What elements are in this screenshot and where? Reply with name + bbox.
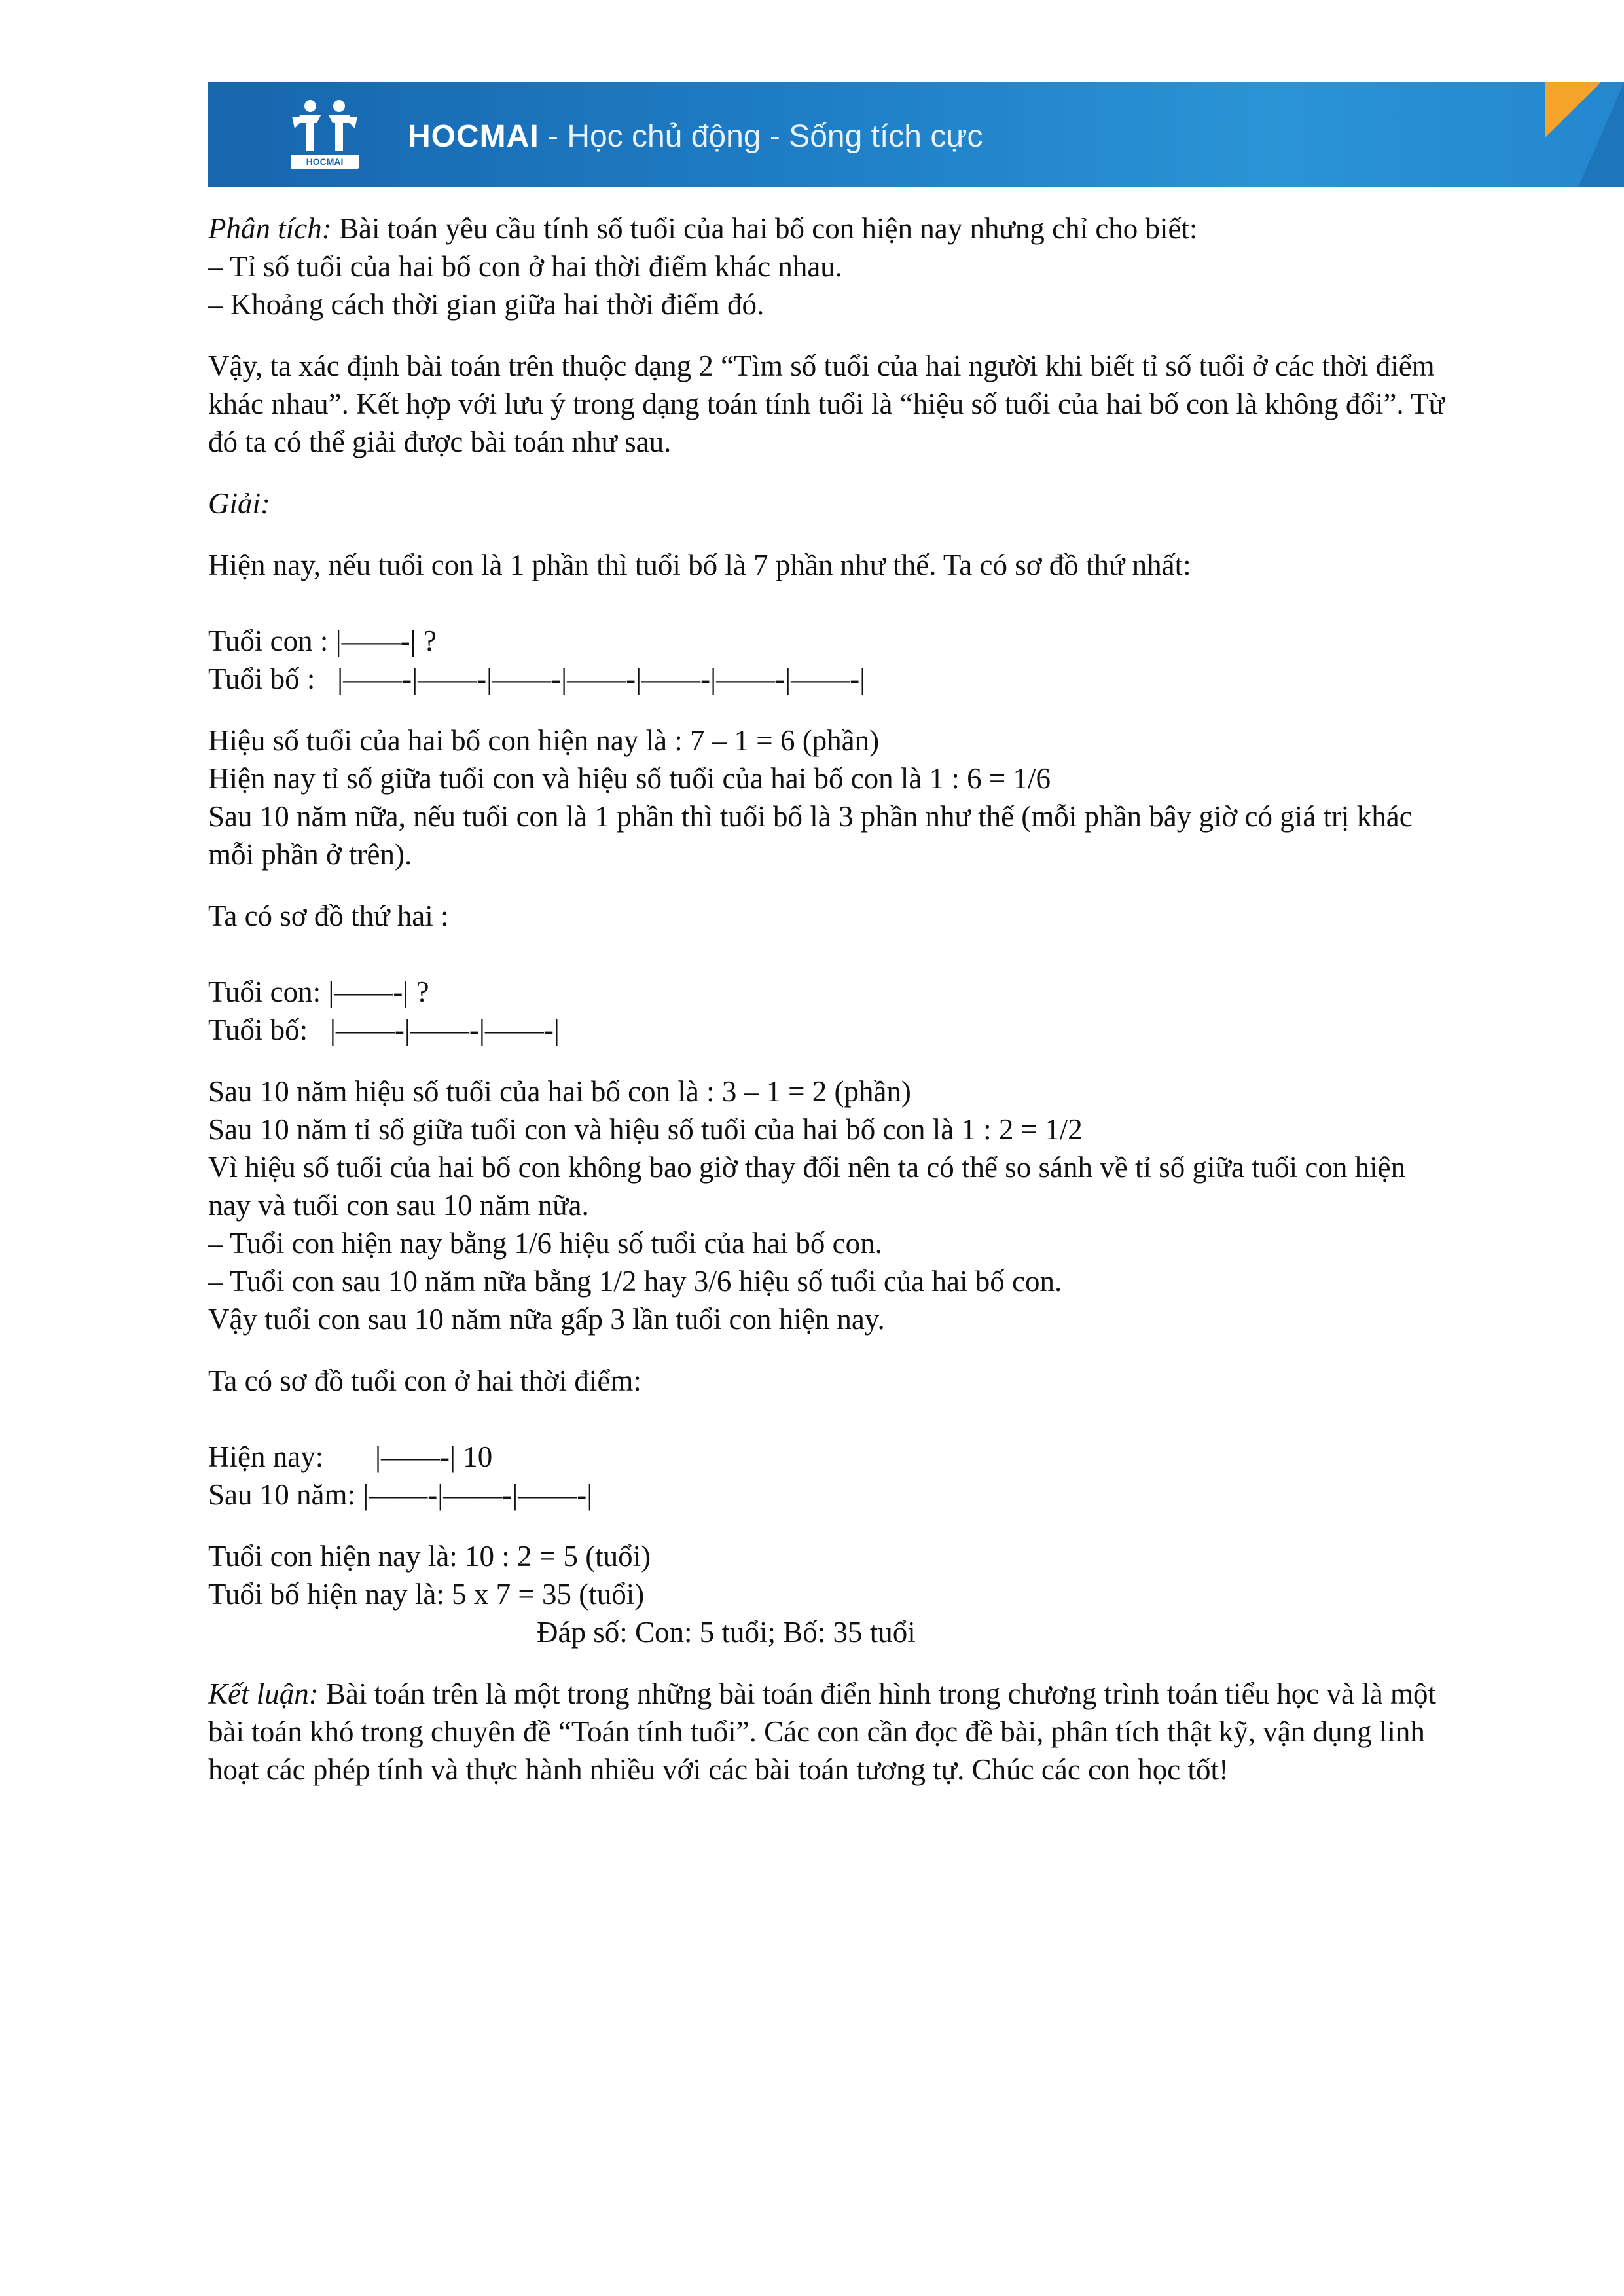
header-title <box>408 114 983 160</box>
solution-line: Hiệu số tuổi của hai bố con hiện nay là : 7 – 1 = 6 (phần) <box>208 724 880 757</box>
document-body <box>208 210 1452 1789</box>
slogan: Học chủ động - Sống tích cực <box>567 119 983 154</box>
solution-line: Hiện nay tỉ số giữa tuổi con và hiệu số tuổi của hai bố con là 1 : 6 = 1/6 <box>208 762 1051 795</box>
solution-line: Sau 10 năm tỉ số giữa tuổi con và hiệu số tuổi của hai bố con là 1 : 2 = 1/2 <box>208 1113 1083 1146</box>
solution-label: Giải: <box>208 487 270 520</box>
diagram3-line2: Sau 10 năm: |——-|——-|——-| <box>208 1478 593 1511</box>
diagram1-line1: Tuổi con : |——-| ? <box>208 625 437 657</box>
diagram1-line2: Tuổi bố : |——-|——-|——-|——-|——-|——-|——-| <box>208 663 866 695</box>
corner-accent <box>1545 82 1624 187</box>
analysis-paragraph <box>208 210 1452 247</box>
solution-line: Vậy tuổi con sau 10 năm nữa gấp 3 lần tuổi con hiện nay. <box>208 1303 885 1336</box>
diagram2-line1: Tuổi con: |——-| ? <box>208 975 429 1008</box>
solution-intro: Hiện nay, nếu tuổi con là 1 phần thì tuổi bố là 7 phần như thế. Ta có sơ đồ thứ nhất: <box>208 549 1191 581</box>
solution-intro2: Ta có sơ đồ thứ hai : <box>208 900 449 932</box>
solution-line: Sau 10 năm nữa, nếu tuổi con là 1 phần thì tuổi bố là 3 phần như thế (mỗi phần bây giờ có giá trị khác mỗi phần ở trên). <box>208 800 1413 871</box>
conclusion-paragraph <box>208 1675 1452 1789</box>
header-separator: - <box>539 119 568 154</box>
solution-line: Sau 10 năm hiệu số tuổi của hai bố con là : 3 – 1 = 2 (phần) <box>208 1075 911 1108</box>
solution-line: Tuổi con hiện nay là: 10 : 2 = 5 (tuổi) <box>208 1540 651 1573</box>
solution-intro3: Ta có sơ đồ tuổi con ở hai thời điểm: <box>208 1364 641 1397</box>
final-answer: Đáp số: Con: 5 tuổi; Bố: 35 tuổi <box>537 1616 916 1649</box>
conclusion-label: Kết luận: <box>208 1677 319 1710</box>
diagram2-line2: Tuổi bố: |——-|——-|——-| <box>208 1013 560 1046</box>
analysis-bullet: – Tỉ số tuổi của hai bố con ở hai thời điểm khác nhau. <box>208 250 843 283</box>
analysis-bullet: – Khoảng cách thời gian giữa hai thời điểm đó. <box>208 288 765 321</box>
solution-line: – Tuổi con sau 10 năm nữa bằng 1/2 hay 3/6 hiệu số tuổi của hai bố con. <box>208 1265 1062 1298</box>
hocmai-logo-icon <box>285 97 364 174</box>
diagram3-line1: Hiện nay: |——-| 10 <box>208 1440 493 1473</box>
logo-caption: HOCMAI <box>306 156 344 167</box>
conclusion-text: Bài toán trên là một trong những bài toán điển hình trong chương trình toán tiểu học và là một bài toán khó trong chuyên đề “Toán tính tuổi”. Các con cần đọc đề bài, phân tích thật kỹ, vận dụng linh hoạt các phép tính và thực hành nhiều với các bài toán tương tự. Chúc các con học tốt! <box>208 1677 1436 1786</box>
solution-line: – Tuổi con hiện nay bằng 1/6 hiệu số tuổi của hai bố con. <box>208 1227 882 1260</box>
analysis-text: Bài toán yêu cầu tính số tuổi của hai bố con hiện nay nhưng chỉ cho biết: <box>331 212 1198 245</box>
solution-line: Vì hiệu số tuổi của hai bố con không bao giờ thay đổi nên ta có thể so sánh về tỉ số giữa tuổi con hiện nay và tuổi con sau 10 năm nữa. <box>208 1151 1406 1222</box>
analysis-conclusion: Vậy, ta xác định bài toán trên thuộc dạng 2 “Tìm số tuổi của hai người khi biết tỉ số tuổi ở các thời điểm khác nhau”. Kết hợp với lưu ý trong dạng toán tính tuổi là “hiệu số tuổi của hai bố con là không đổi”. Từ đó ta có thể giải được bài toán như sau. <box>208 350 1445 458</box>
brand-name: HOCMAI <box>408 119 539 154</box>
analysis-label: Phân tích: <box>208 212 332 245</box>
header-banner <box>208 82 1624 187</box>
solution-line: Tuổi bố hiện nay là: 5 x 7 = 35 (tuổi) <box>208 1578 645 1611</box>
